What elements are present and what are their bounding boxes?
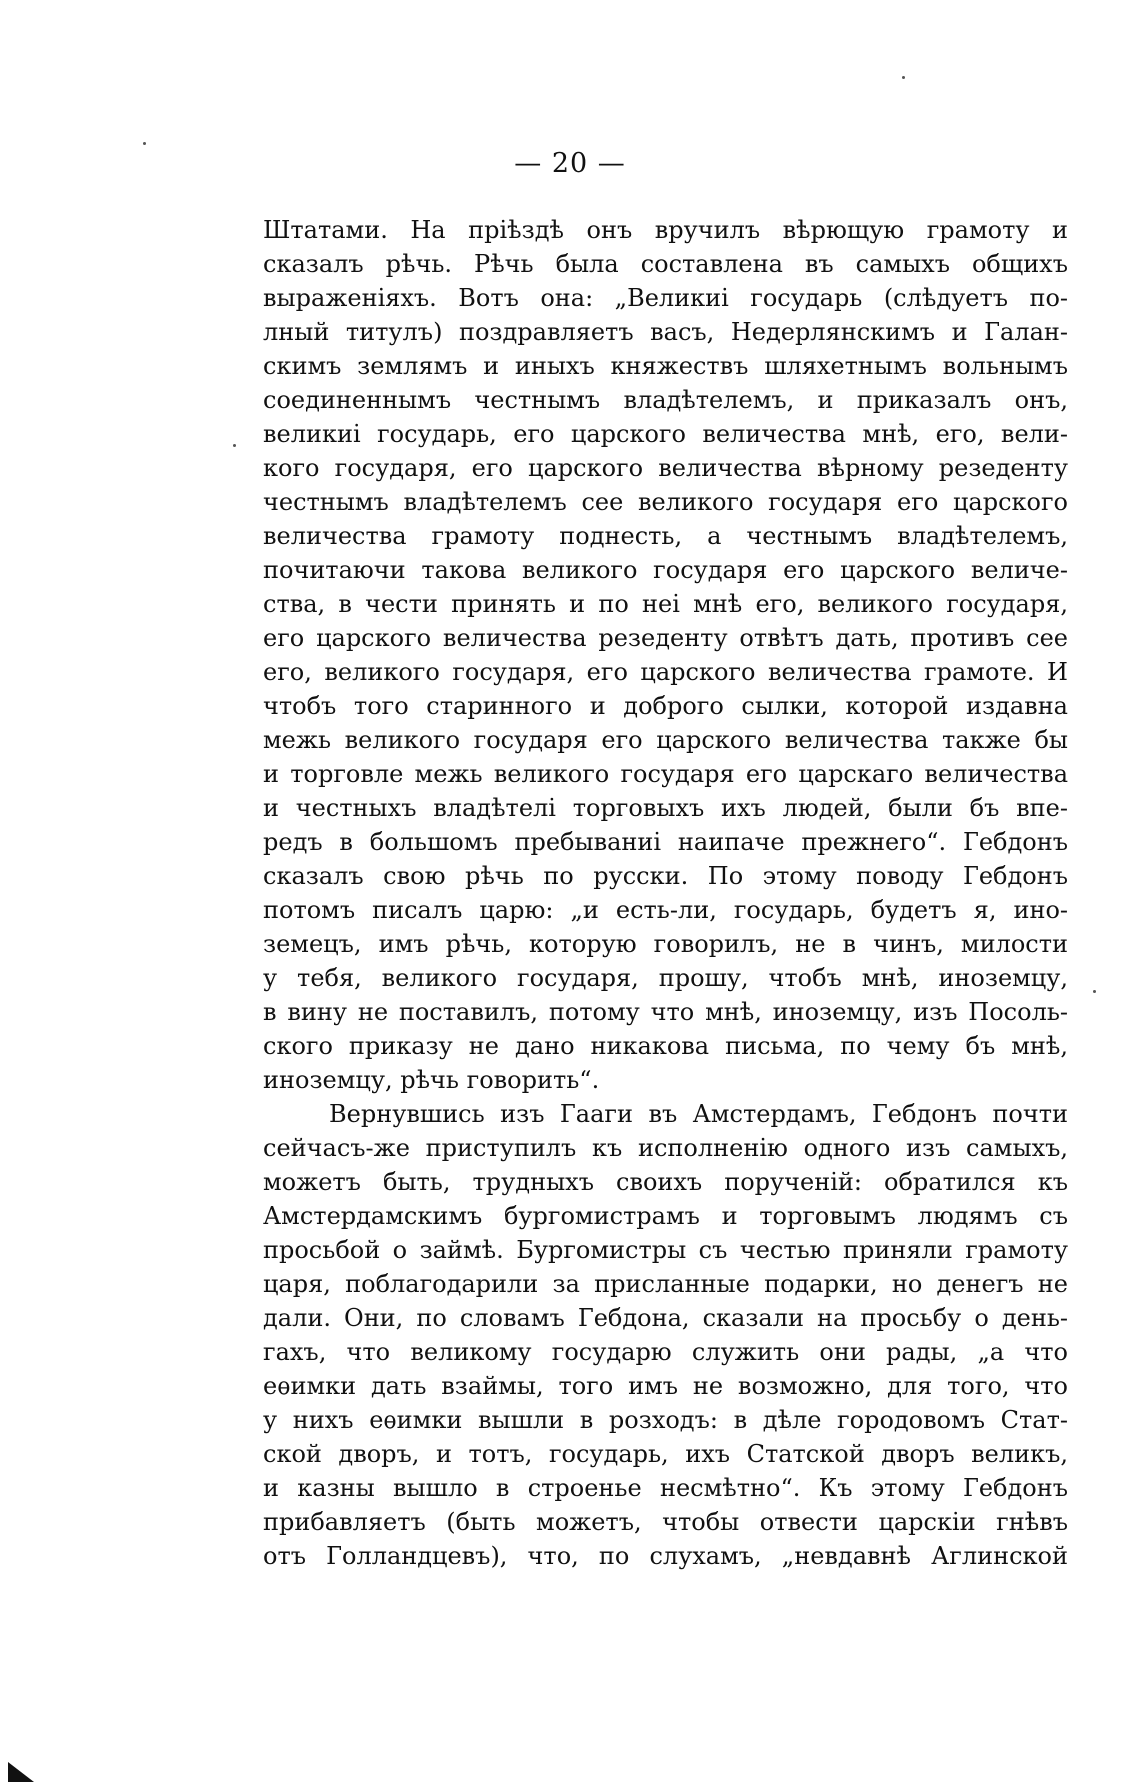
text-line: кого государя, его царского величества вѣрному резеденту (263, 454, 1068, 482)
scan-speck (233, 444, 236, 447)
text-line: и торговле межь великого государя его царскаго величества (263, 760, 1068, 788)
text-line: величества грамоту поднесть, а честнымъ владѣтелемъ, (263, 522, 1068, 550)
text-line: редъ в большомъ пребываниі наипаче прежнего“. Гебдонъ (263, 828, 1068, 856)
text-line: у тебя, великого государя, прошу, чтобъ мнѣ, иноземцу, (263, 964, 1068, 992)
text-line: земецъ, имъ рѣчь, которую говорилъ, не в чинъ, милости (263, 930, 1068, 958)
text-line: сейчасъ-же приступилъ къ исполненію одного изъ самыхъ, (263, 1134, 1068, 1162)
text-line: честнымъ владѣтелемъ сее великого государя его царского (263, 488, 1068, 516)
scan-speck (1093, 990, 1096, 993)
text-line: царя, поблагодарили за присланные подарки, но денегъ не (263, 1270, 1068, 1298)
text-line: и честныхъ владѣтелі торговыхъ ихъ людей, были бъ впе- (263, 794, 1068, 822)
text-line: ской дворъ, и тотъ, государь, ихъ Статской дворъ великъ, (263, 1440, 1068, 1468)
text-line: его, великого государя, его царского величества грамоте. И (263, 658, 1068, 686)
text-line: сказалъ свою рѣчь по русски. По этому поводу Гебдонъ (263, 862, 1068, 890)
text-line: почитаючи такова великого государя его царского величе- (263, 556, 1068, 584)
text-line: ства, в чести принять и по неі мнѣ его, великого государя, (263, 590, 1068, 618)
text-line: прибавляетъ (быть можетъ, чтобы отвести царскіи гнѣвъ (263, 1508, 1068, 1536)
body-text (263, 213, 1068, 1573)
text-line: можетъ быть, трудныхъ своихъ порученій: обратился къ (263, 1168, 1068, 1196)
text-line: в вину не поставилъ, потому что мнѣ, иноземцу, изъ Посоль- (263, 998, 1068, 1026)
text-line: потомъ писалъ царю: „и есть-ли, государь, будетъ я, ино- (263, 896, 1068, 924)
text-line: великиі государь, его царского величества мнѣ, его, вели- (263, 420, 1068, 448)
text-line: чтобъ того старинного и доброго сылки, которой издавна (263, 692, 1068, 720)
text-line: еѳимки дать взаймы, того имъ не возможно, для того, что (263, 1372, 1068, 1400)
text-line: гахъ, что великому государю служить они рады, „а что (263, 1338, 1068, 1366)
scan-corner-mark (8, 1762, 34, 1782)
scan-speck (902, 76, 905, 79)
text-line: просьбой о займѣ. Бургомистры съ честью приняли грамоту (263, 1236, 1068, 1264)
text-line: сказалъ рѣчь. Рѣчь была составлена въ самыхъ общихъ (263, 250, 1068, 278)
text-line: выраженіяхъ. Вотъ она: „Великиі государь (слѣдуетъ по- (263, 284, 1068, 312)
text-line: скимъ землямъ и иныхъ княжествъ шляхетнымъ вольнымъ (263, 352, 1068, 380)
text-line: его царского величества резеденту отвѣтъ дать, противъ сее (263, 624, 1068, 652)
text-line: Штатами. На пріѣздѣ онъ вручилъ вѣрющую грамоту и (263, 216, 1068, 244)
text-line: межь великого государя его царского величества также бы (263, 726, 1068, 754)
text-line: дали. Они, по словамъ Гебдона, сказали на просьбу о день- (263, 1304, 1068, 1332)
text-line-paragraph-end: иноземцу, рѣчь говорить“. (263, 1066, 600, 1094)
text-line: соединеннымъ честнымъ владѣтелемъ, и приказалъ онъ, (263, 386, 1068, 414)
text-line: отъ Голландцевъ), что, по слухамъ, „невдавнѣ Аглинской (263, 1542, 1068, 1570)
scan-speck (143, 142, 146, 145)
text-line: ского приказу не дано никакова письма, по чему бъ мнѣ, (263, 1032, 1068, 1060)
text-line-paragraph-start: Вернувшись изъ Гааги въ Амстердамъ, Гебдонъ почти (329, 1100, 1068, 1128)
text-line: лный титулъ) поздравляетъ васъ, Недерлянскимъ и Галан- (263, 318, 1068, 346)
text-line: и казны вышло в строенье несмѣтно“. Къ этому Гебдонъ (263, 1474, 1068, 1502)
text-line: Амстердамскимъ бургомистрамъ и торговымъ людямъ съ (263, 1202, 1068, 1230)
page-number: — 20 — (514, 148, 626, 179)
text-line: у нихъ еѳимки вышли в розходъ: в дѣле городовомъ Стат- (263, 1406, 1068, 1434)
